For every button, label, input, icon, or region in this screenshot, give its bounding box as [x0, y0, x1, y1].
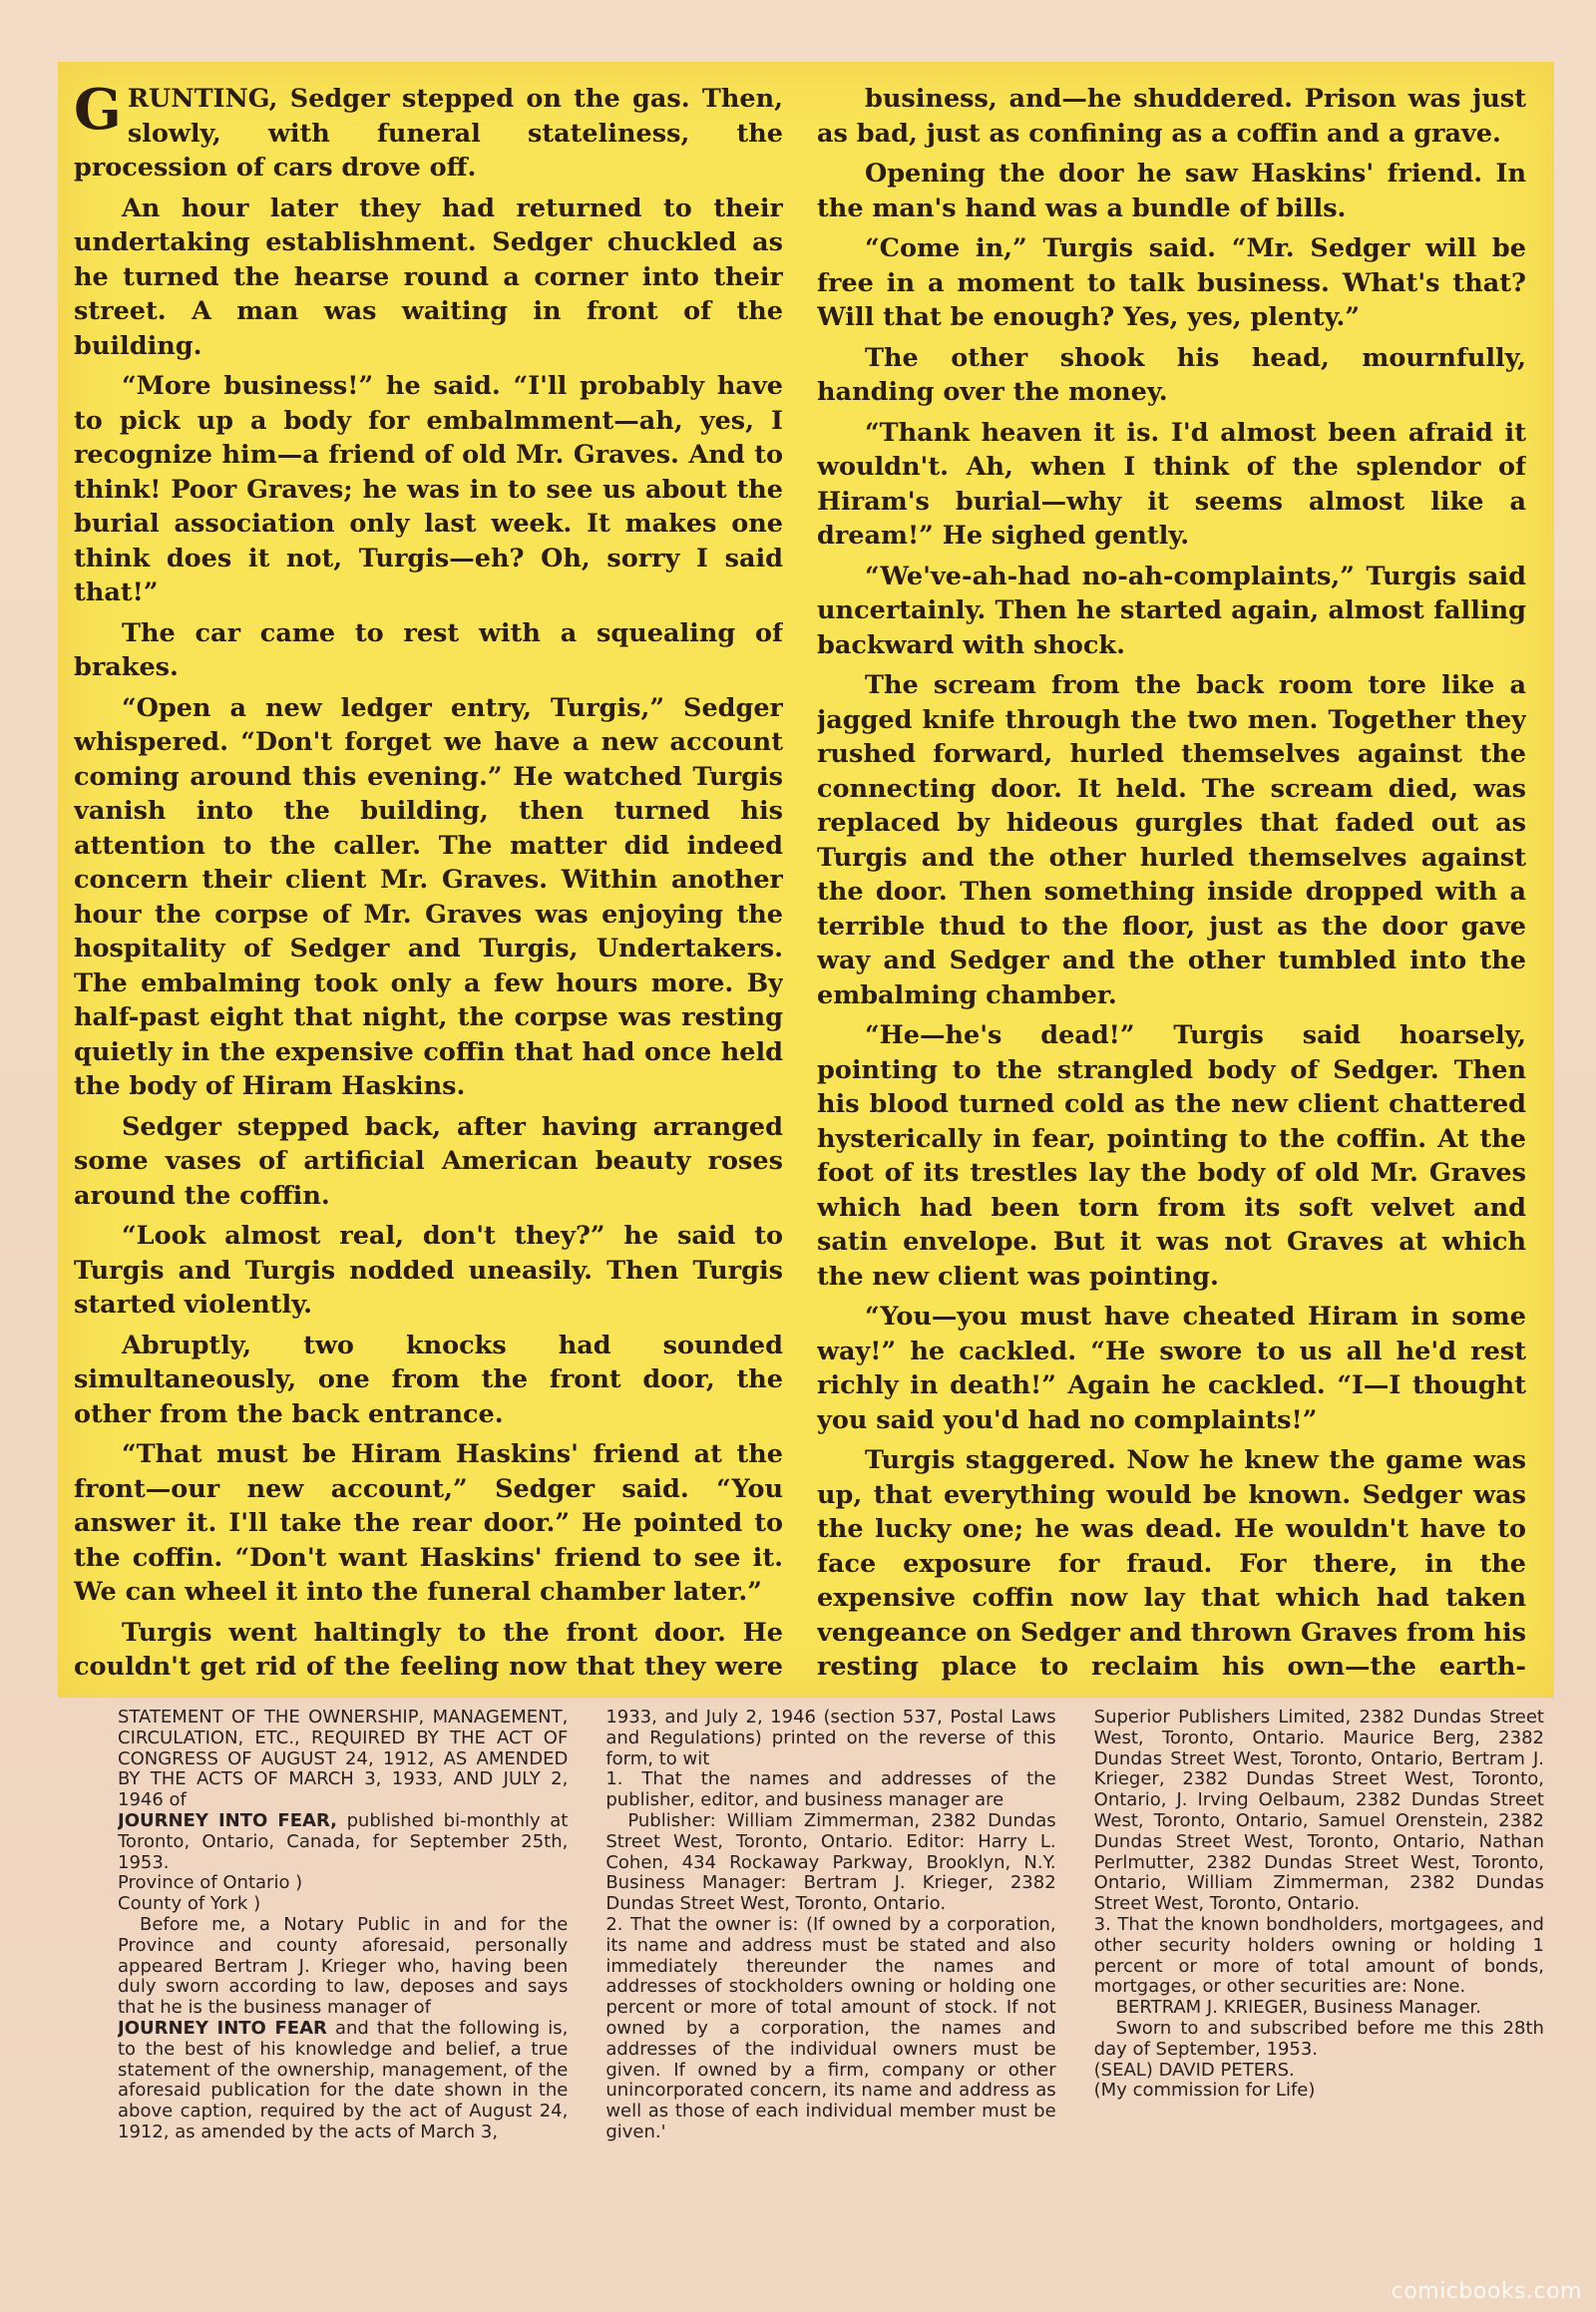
story-paragraph: [817, 341, 1526, 410]
paragraph-text: RUNTING, Sedger stepped on the gas. Then, slowly, with funeral stateliness, the procession of cars drove off.: [74, 84, 783, 183]
story-paragraph: [817, 231, 1526, 335]
story-paragraph: [74, 691, 783, 1104]
statement-text: and that the following is, to the best of his knowledge and belief, a true statement of the ownership, management, of the aforesaid publication for the date shown in the above caption, required by the act of August 24, 1912, as amended by the acts of March 3,: [118, 2017, 569, 2142]
story-paragraph: [817, 157, 1526, 225]
story-paragraph: [74, 192, 783, 364]
story-column-left: [74, 82, 783, 1688]
statement-paragraph: [118, 1873, 568, 1894]
statement-paragraph: [605, 1811, 1055, 1915]
statement-text: 2. That the owner is: (If owned by a corporation, its name and address must be stated and also immediately thereunder the names and addresses of stockholders owning or holding one percent or more of total amount of stock. If not owned by a corporation, the names and addresses of the individual owners must be given. If owned by a firm, company or other unincorporated concern, its name and address as well as those of each individual member must be given.': [605, 1913, 1056, 2142]
statement-column-1: [118, 1708, 568, 2286]
statement-text: (My commission for Life): [1093, 2080, 1316, 2102]
story-paragraph: [817, 668, 1526, 1012]
statement-text: Sworn to and subscribed before me this 28th day of September, 1953.: [1093, 2017, 1544, 2060]
statement-text: 1. That the names and addresses of the publisher, editor, and business manager are: [605, 1768, 1056, 1811]
story-paragraph: [74, 82, 783, 186]
paragraph-text: Turgis staggered. Now he knew the game was up, that everything would be known. Sedger was the lucky one; he was dead. He wouldn't have to face exposure for fraud. For there, in the expensive coffin now lay that which had taken vengeance on Sedger and thrown Graves from his resting place to reclaim his own—the earth-: [817, 1445, 1526, 1682]
statement-text: (SEAL) DAVID PETERS.: [1093, 2059, 1295, 2081]
statement-text: STATEMENT OF THE OWNERSHIP, MANAGEMENT, CIRCULATION, ETC., REQUIRED BY THE ACT OF CONGRESS OF AUGUST 24, 1912, AS AMENDED BY THE ACTS OF MARCH 3, 1933, AND JULY 2, 1946 of: [118, 1708, 569, 1811]
paragraph-text: Abruptly, two knocks had sounded simultaneously, one from the front door, the other from the back entrance.: [74, 1330, 783, 1429]
publication-title: JOURNEY INTO FEAR,: [118, 1809, 337, 1831]
statement-paragraph: [118, 2019, 568, 2143]
paragraph-text: “Thank heaven it is. I'd almost been afraid it wouldn't. Ah, when I think of the splendor of Hiram's burial—why it seems almost like a dream!” He sighed gently.: [817, 417, 1526, 551]
paragraph-text: “That must be Hiram Haskins' friend at the front—our new account,” Sedger said. “You answer it. I'll take the rear door.” He pointed to the coffin. “Don't want Haskins' friend to see it. We can wheel it into the funeral chamber later.”: [74, 1439, 783, 1607]
story-paragraph: [817, 1300, 1526, 1437]
paragraph-text: “Come in,” Turgis said. “Mr. Sedger will be free in a moment to talk business. What's that? Will that be enough? Yes, yes, plenty.”: [817, 233, 1526, 332]
paragraph-text: “Look almost real, don't they?” he said to Turgis and Turgis nodded uneasily. Then Turgis started violently.: [74, 1221, 783, 1320]
story-paragraph: [74, 616, 783, 685]
statement-text: Publisher: William Zimmerman, 2382 Dundas Street West, Toronto, Ontario. Editor: Harry L. Cohen, 434 Rockaway Parkway, Brooklyn, N.Y. Business Manager: Bertram J. Krieger, 2382 Dundas Street West, Toronto, Ontario.: [605, 1809, 1056, 1915]
paragraph-text: “More business!” he said. “I'll probably have to pick up a body for embalmment—ah, yes, I recognize him—a friend of old Mr. Graves. And to think! Poor Graves; he was in to see us about the burial association only last week. It makes one think does it not, Turgis—eh? Oh, sorry I said that!”: [74, 371, 783, 607]
ownership-statement: [118, 1708, 1544, 2286]
site-watermark: comicbooks.com: [1391, 2279, 1582, 2304]
statement-paragraph: [1094, 2061, 1544, 2082]
statement-paragraph: [605, 1769, 1055, 1811]
statement-column-2: [605, 1708, 1055, 2286]
story-panel: [58, 62, 1554, 1698]
story-paragraph: [817, 1443, 1526, 1688]
drop-cap: G: [74, 82, 122, 143]
statement-text: published bi-monthly at Toronto, Ontario, Canada, for September 25th, 1953.: [118, 1809, 569, 1873]
statement-paragraph: [605, 1708, 1055, 1769]
story-paragraph: [74, 1329, 783, 1432]
statement-paragraph: [118, 1915, 568, 2019]
statement-column-3: [1094, 1708, 1544, 2286]
story-column-right: [817, 82, 1526, 1688]
statement-paragraph: [1094, 1998, 1544, 2019]
paragraph-text: The scream from the back room tore like a jagged knife through the two men. Together they rushed forward, hurled themselves against the connecting door. It held. The scream died, was replaced by hideous gurgles that faded out as Turgis and the other hurled themselves against the door. Then something inside dropped with a terrible thud to the floor, just as the door gave way and Sedger and the other tumbled into the embalming chamber.: [817, 670, 1526, 1010]
statement-text: Province of Ontario ): [118, 1872, 303, 1894]
statement-paragraph: [1094, 1708, 1544, 1915]
statement-text: Before me, a Notary Public in and for the Province and county aforesaid, personally appeared Bertram J. Krieger who, having been duly sworn according to law, deposes and says that he is the business manager of: [118, 1913, 569, 2019]
statement-text: County of York ): [118, 1893, 261, 1915]
story-paragraph: [817, 560, 1526, 663]
statement-paragraph: [1094, 1915, 1544, 1998]
statement-paragraph: [118, 1708, 568, 1811]
story-paragraph: [74, 1437, 783, 1610]
statement-paragraph: [605, 1915, 1055, 2143]
statement-paragraph: [1094, 2081, 1544, 2102]
statement-text: 1933, and July 2, 1946 (section 537, Postal Laws and Regulations) printed on the reverse of this form, to wit: [605, 1708, 1056, 1769]
publication-title: JOURNEY INTO FEAR: [118, 2017, 327, 2039]
story-paragraph: [74, 1219, 783, 1323]
story-paragraph: [74, 1616, 783, 1689]
statement-paragraph: [1094, 2019, 1544, 2061]
statement-text: Superior Publishers Limited, 2382 Dundas Street West, Toronto, Ontario. Maurice Berg, 2382 Dundas Street West, Toronto, Ontario, Bertram J. Krieger, 2382 Dundas Street West, Toronto, Ontario, J. Irving Oelbaum, 2382 Dundas Street West, Toronto, Ontario, Samuel Orenstein, 2382 Dundas Street West, Toronto, Ontario, Nathan Perlmutter, 2382 Dundas Street West, Toronto, Ontario, William Zimmerman, 2382 Dundas Street West, Toronto, Ontario.: [1093, 1708, 1544, 1915]
paragraph-text: The other shook his head, mournfully, handing over the money.: [817, 342, 1526, 407]
paragraph-text: Sedger stepped back, after having arranged some vases of artificial American beauty roses around the coffin.: [74, 1111, 783, 1211]
story-paragraph: [817, 1018, 1526, 1294]
paragraph-text: “Open a new ledger entry, Turgis,” Sedger whispered. “Don't forget we have a new account coming around this evening.” He watched Turgis vanish into the building, then turned his attention to the caller. The matter did indeed concern their client Mr. Graves. Within another hour the corpse of Mr. Graves was enjoying the hospitality of Sedger and Turgis, Undertakers. The embalming took only a few hours more. By half-past eight that night, the corpse was resting quietly in the expensive coffin that had once held the body of Hiram Haskins.: [74, 692, 783, 1101]
statement-paragraph: [118, 1894, 568, 1915]
paragraph-text: “We've-ah-had no-ah-complaints,” Turgis said uncertainly. Then he started again, almost falling backward with shock.: [817, 561, 1526, 660]
story-paragraph: [74, 1110, 783, 1214]
story-paragraph: [74, 369, 783, 610]
paragraph-text: Opening the door he saw Haskins' friend. In the man's hand was a bundle of bills.: [817, 159, 1526, 223]
paragraph-text: “He—he's dead!” Turgis said hoarsely, pointing to the strangled body of Sedger. Then his blood turned cold as the new client chattered hysterically in fear, pointing to the coffin. At the foot of its trestles lay the body of old Mr. Graves which had been torn from its soft velvet and satin envelope. But it was not Graves at which the new client was pointing.: [817, 1020, 1526, 1292]
statement-paragraph: [118, 1811, 568, 1873]
paragraph-text: Turgis went haltingly to the front door. He couldn't get rid of the feeling now that they were: [74, 1617, 783, 1682]
paragraph-text: The car came to rest with a squealing of brakes.: [74, 617, 783, 682]
paragraph-text: business, and—he shuddered. Prison was just as bad, just as confining as a coffin and a grave.: [817, 84, 1526, 149]
story-paragraph: [817, 416, 1526, 554]
statement-text: 3. That the known bondholders, mortgagees, and other security holders owning or holding 1 percent or more of total amount of bonds, mortgages, or other securities are: None.: [1093, 1913, 1544, 1998]
paragraph-text: An hour later they had returned to their undertaking establishment. Sedger chuckled as he turned the hearse round a corner into their street. A man was waiting in front of the building.: [74, 193, 783, 361]
story-paragraph: [817, 82, 1526, 151]
paragraph-text: “You—you must have cheated Hiram in some way!” he cackled. “He swore to us all he'd rest richly in death!” Again he cackled. “I—I thought you said you'd had no complaints!”: [817, 1302, 1526, 1435]
statement-text: BERTRAM J. KRIEGER, Business Manager.: [1115, 1997, 1481, 2019]
